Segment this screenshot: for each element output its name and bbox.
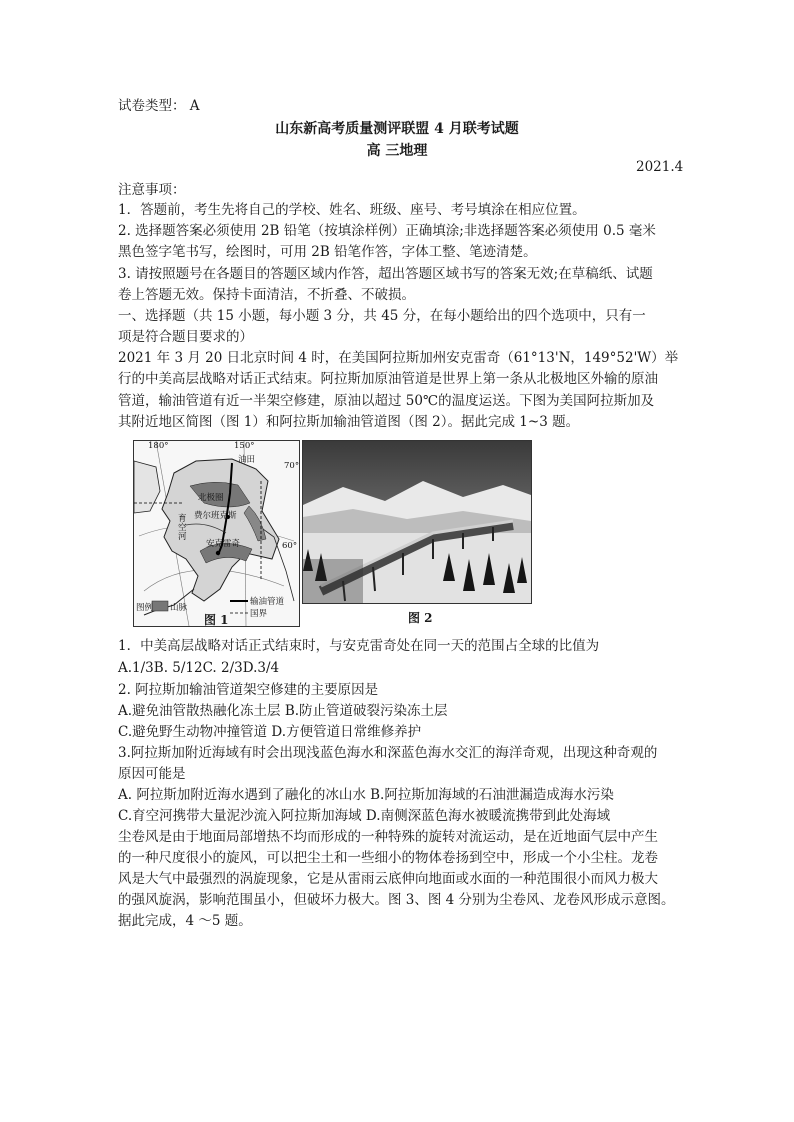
notice-line: 3. 请按照题号在各题目的答题区域内作答，超出答题区域书写的答案无效;在草稿纸、试题 bbox=[118, 266, 653, 282]
intro-2-line: 风是大气中最强烈的涡旋现象，它是从雷雨云底伸向地面或水面的一种范围很小而风力极大 bbox=[118, 871, 658, 887]
legend-title: 图例 bbox=[136, 603, 154, 613]
section-heading-cont: 项是符合题目要求的） bbox=[118, 329, 253, 345]
legend-border: 国界 bbox=[250, 609, 268, 619]
figure-1-caption: 图 1 bbox=[204, 613, 229, 627]
exam-subtitle: 高 三地理 bbox=[366, 143, 428, 159]
fairbanks-label: 费尔班克斯 bbox=[194, 511, 237, 521]
figure-2-caption: 图 2 bbox=[408, 611, 433, 625]
oilfield-label: 油田 bbox=[238, 455, 256, 465]
question-3-options: C.育空河携带大量泥沙流入阿拉斯加海域 D.南侧深蓝色海水被暖流携带到此处海域 bbox=[118, 808, 611, 824]
lat-label-70: 70° bbox=[284, 461, 300, 471]
notice-line: 1．答题前，考生先将自己的学校、姓名、班级、座号、考号填涂在相应位置。 bbox=[118, 202, 586, 218]
yukon-river-label: 育空河 bbox=[178, 514, 187, 542]
lon-label-150: 150° bbox=[234, 441, 255, 451]
figure-1-map bbox=[133, 440, 300, 627]
intro-2-line: 尘卷风是由于地面局部增热不均而形成的一种特殊的旋转对流运动，是在近地面气层中产生 bbox=[118, 829, 658, 845]
intro-2-line: 据此完成，4 ～5 题。 bbox=[118, 913, 252, 929]
notice-line: 卷上答题无效。保持卡面清洁，不折叠、不破损。 bbox=[118, 287, 415, 303]
anchorage-label: 安克雷奇 bbox=[206, 539, 241, 549]
intro-2-line: 的强风旋涡，影响范围虽小，但破坏力极大。图 3、图 4 分别为尘卷风、龙卷风形成示意图。 bbox=[118, 892, 675, 908]
intro-paragraph-line: 其附近地区简图（图 1）和阿拉斯加输油管道图（图 2）。据此完成 1~3 题。 bbox=[118, 414, 580, 430]
intro-paragraph-line: 2021 年 3 月 20 日北京时间 4 时，在美国阿拉斯加州安克雷奇（61°13'N，149°52'W）举 bbox=[118, 350, 679, 366]
intro-paragraph-line: 管道，输油管道有近一半架空修建，原油以超过 50℃的温度运送。下图为美国阿拉斯加及 bbox=[118, 393, 655, 409]
arctic-circle-label: 北极圈 bbox=[198, 493, 224, 503]
question-2-stem: 2. 阿拉斯加输油管道架空修建的主要原因是 bbox=[118, 682, 379, 698]
intro-paragraph-line: 行的中美高层战略对话正式结束。阿拉斯加原油管道是世界上第一条从北极地区外输的原油 bbox=[118, 371, 658, 387]
paper-type: 试卷类型： A bbox=[118, 98, 200, 114]
question-2-options: C.避免野生动物冲撞管道 D.方便管道日常维修养护 bbox=[118, 724, 422, 740]
legend-mountain: 山脉 bbox=[170, 603, 188, 613]
question-1-stem: 1．中美高层战略对话正式结束时，与安克雷奇处在同一天的范围占全球的比值为 bbox=[118, 638, 600, 654]
figure-2-photo bbox=[302, 440, 532, 604]
exam-title: 山东新高考质量测评联盟 4 月联考试题 bbox=[275, 121, 519, 137]
question-2-options: A.避免油管散热融化冻土层 B.防止管道破裂污染冻土层 bbox=[118, 703, 448, 719]
question-3-options: A. 阿拉斯加附近海水遇到了融化的冰山水 B.阿拉斯加海域的石油泄漏造成海水污染 bbox=[118, 787, 614, 803]
pipeline-photo bbox=[303, 441, 531, 603]
section-heading: 一、选择题（共 15 小题，每小题 3 分，共 45 分，在每小题给出的四个选项中，只有一 bbox=[118, 308, 646, 324]
lat-label-60: 60° bbox=[282, 541, 298, 551]
legend-pipeline: 输油管道 bbox=[250, 597, 285, 607]
exam-date: 2021.4 bbox=[636, 159, 684, 175]
question-3-stem-cont: 原因可能是 bbox=[118, 766, 186, 782]
question-1-options: A.1/3B. 5/12C. 2/3D.3/4 bbox=[118, 660, 280, 676]
notice-line: 2. 选择题答案必须使用 2B 铅笔（按填涂样例）正确填涂;非选择题答案必须使用 0.5 毫米 bbox=[118, 223, 656, 239]
notice-heading: 注意事项： bbox=[118, 182, 186, 198]
intro-2-line: 的一种尺度很小的旋风，可以把尘土和一些细小的物体卷扬到空中，形成一个小尘柱。龙卷 bbox=[118, 850, 658, 866]
notice-line: 黑色签字笔书写，绘图时，可用 2B 铅笔作答，字体工整、笔迹清楚。 bbox=[118, 244, 537, 260]
lon-label-180: 180° bbox=[148, 441, 169, 451]
question-3-stem: 3.阿拉斯加附近海域有时会出现浅蓝色海水和深蓝色海水交汇的海洋奇观，出现这种奇观的 bbox=[118, 745, 658, 761]
